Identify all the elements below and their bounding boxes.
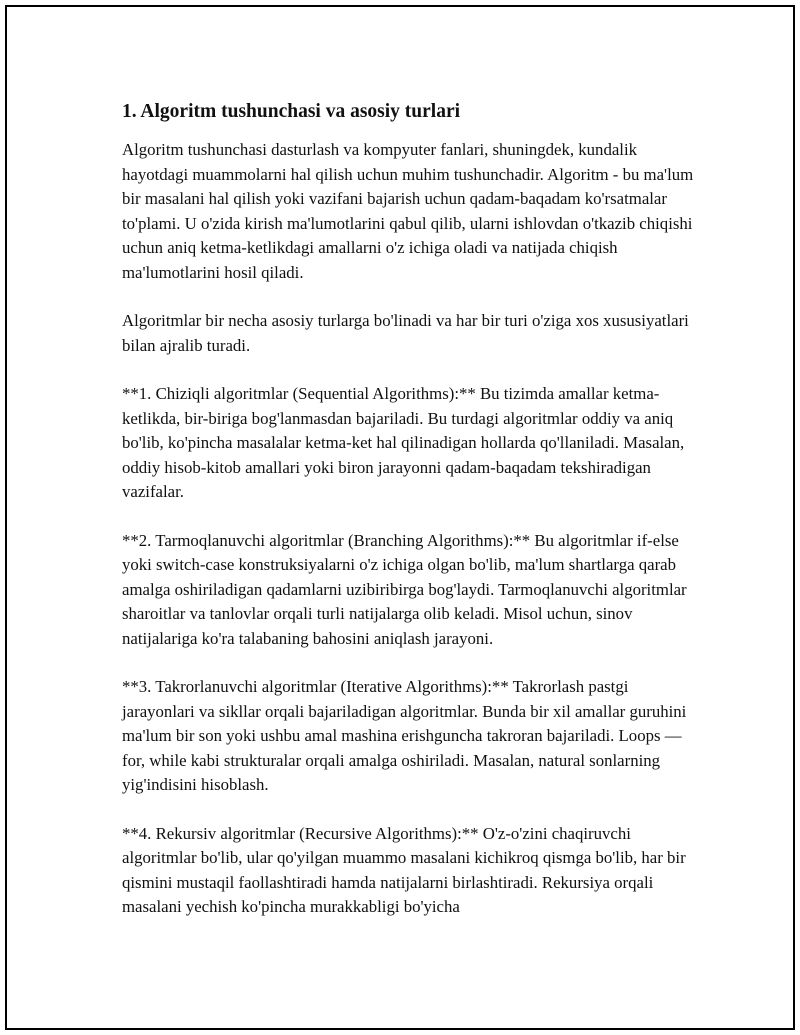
intro-paragraph: Algoritm tushunchasi dasturlash va kompyuter fanlari, shuningdek, kundalik hayotdagi muammolarni hal qilish uchun muhim tushunchadir. Algoritm - bu ma'lum bir masalani hal qilish yoki vazifani bajarish uchun qadam-baqadam ko'rsatmalar to'plami. U o'zida kirish ma'lumotlarini qabul qilib, ularni ishlovdan o'tkazib chiqishi uchun aniq ketma-ketlikdagi amallarni o'z ichiga oladi va natijada chiqish ma'lumotlarini hosil qiladi.	[122, 140, 694, 282]
page-frame	[5, 5, 795, 1030]
iterative-algorithms-paragraph: **3. Takrorlanuvchi algoritmlar (Iterative Algorithms):** Takrorlash pastgi jarayonlari va sikllar orqali bajariladigan algoritmlar. Bunda bir xil amallar guruhini ma'lum bir son yoki ushbu amal mashina erishguncha takroran bajariladi. Loops — for, while kabi strukturalar orqali amalga oshiriladi. Masalan, natural sonlarning yig'indisini hisoblash.	[122, 677, 687, 794]
section-heading: 1. Algoritm tushunchasi va asosiy turlari	[122, 101, 461, 122]
document-body	[122, 99, 697, 944]
types-overview-paragraph: Algoritmlar bir necha asosiy turlarga bo'linadi va har bir turi o'ziga xos xususiyatlari bilan ajralib turadi.	[122, 311, 689, 355]
recursive-algorithms-paragraph: **4. Rekursiv algoritmlar (Recursive Algorithms):** O'z-o'zini chaqiruvchi algoritmlar bo'lib, ular qo'yilgan muammo masalani kichikroq qismga bo'lib, har bir qismini mustaqil faollashtiradi hamda natijalarni birlashtiradi. Rekursiya orqali masalani yechish ko'pincha murakkabligi bo'yicha	[122, 823, 686, 916]
sequential-algorithms-paragraph: **1. Chiziqli algoritmlar (Sequential Algorithms):** Bu tizimda amallar ketma-ketlikda, bir-biriga bog'lanmasdan bajariladi. Bu turdagi algoritmlar oddiy va aniq bo'lib, ko'pincha masalalar ketma-ket hal qilinadigan hollarda qo'llaniladi. Masalan, oddiy hisob-kitob amallari yoki biron jarayonni qadam-baqadam tekshiradigan vazifalar.	[122, 384, 685, 501]
branching-algorithms-paragraph: **2. Tarmoqlanuvchi algoritmlar (Branching Algorithms):** Bu algoritmlar if-else yoki switch-case konstruksiyalarni o'z ichiga olgan bo'lib, ma'lum shartlarga qarab amalga oshiriladigan qadamlarni uzibiribirga bog'laydi. Tarmoqlanuvchi algoritmlar sharoitlar va tanlovlar orqali turli natijalarga olib keladi. Misol uchun, sinov natijalariga ko'ra talabaning bahosini aniqlash jarayoni.	[122, 530, 687, 648]
